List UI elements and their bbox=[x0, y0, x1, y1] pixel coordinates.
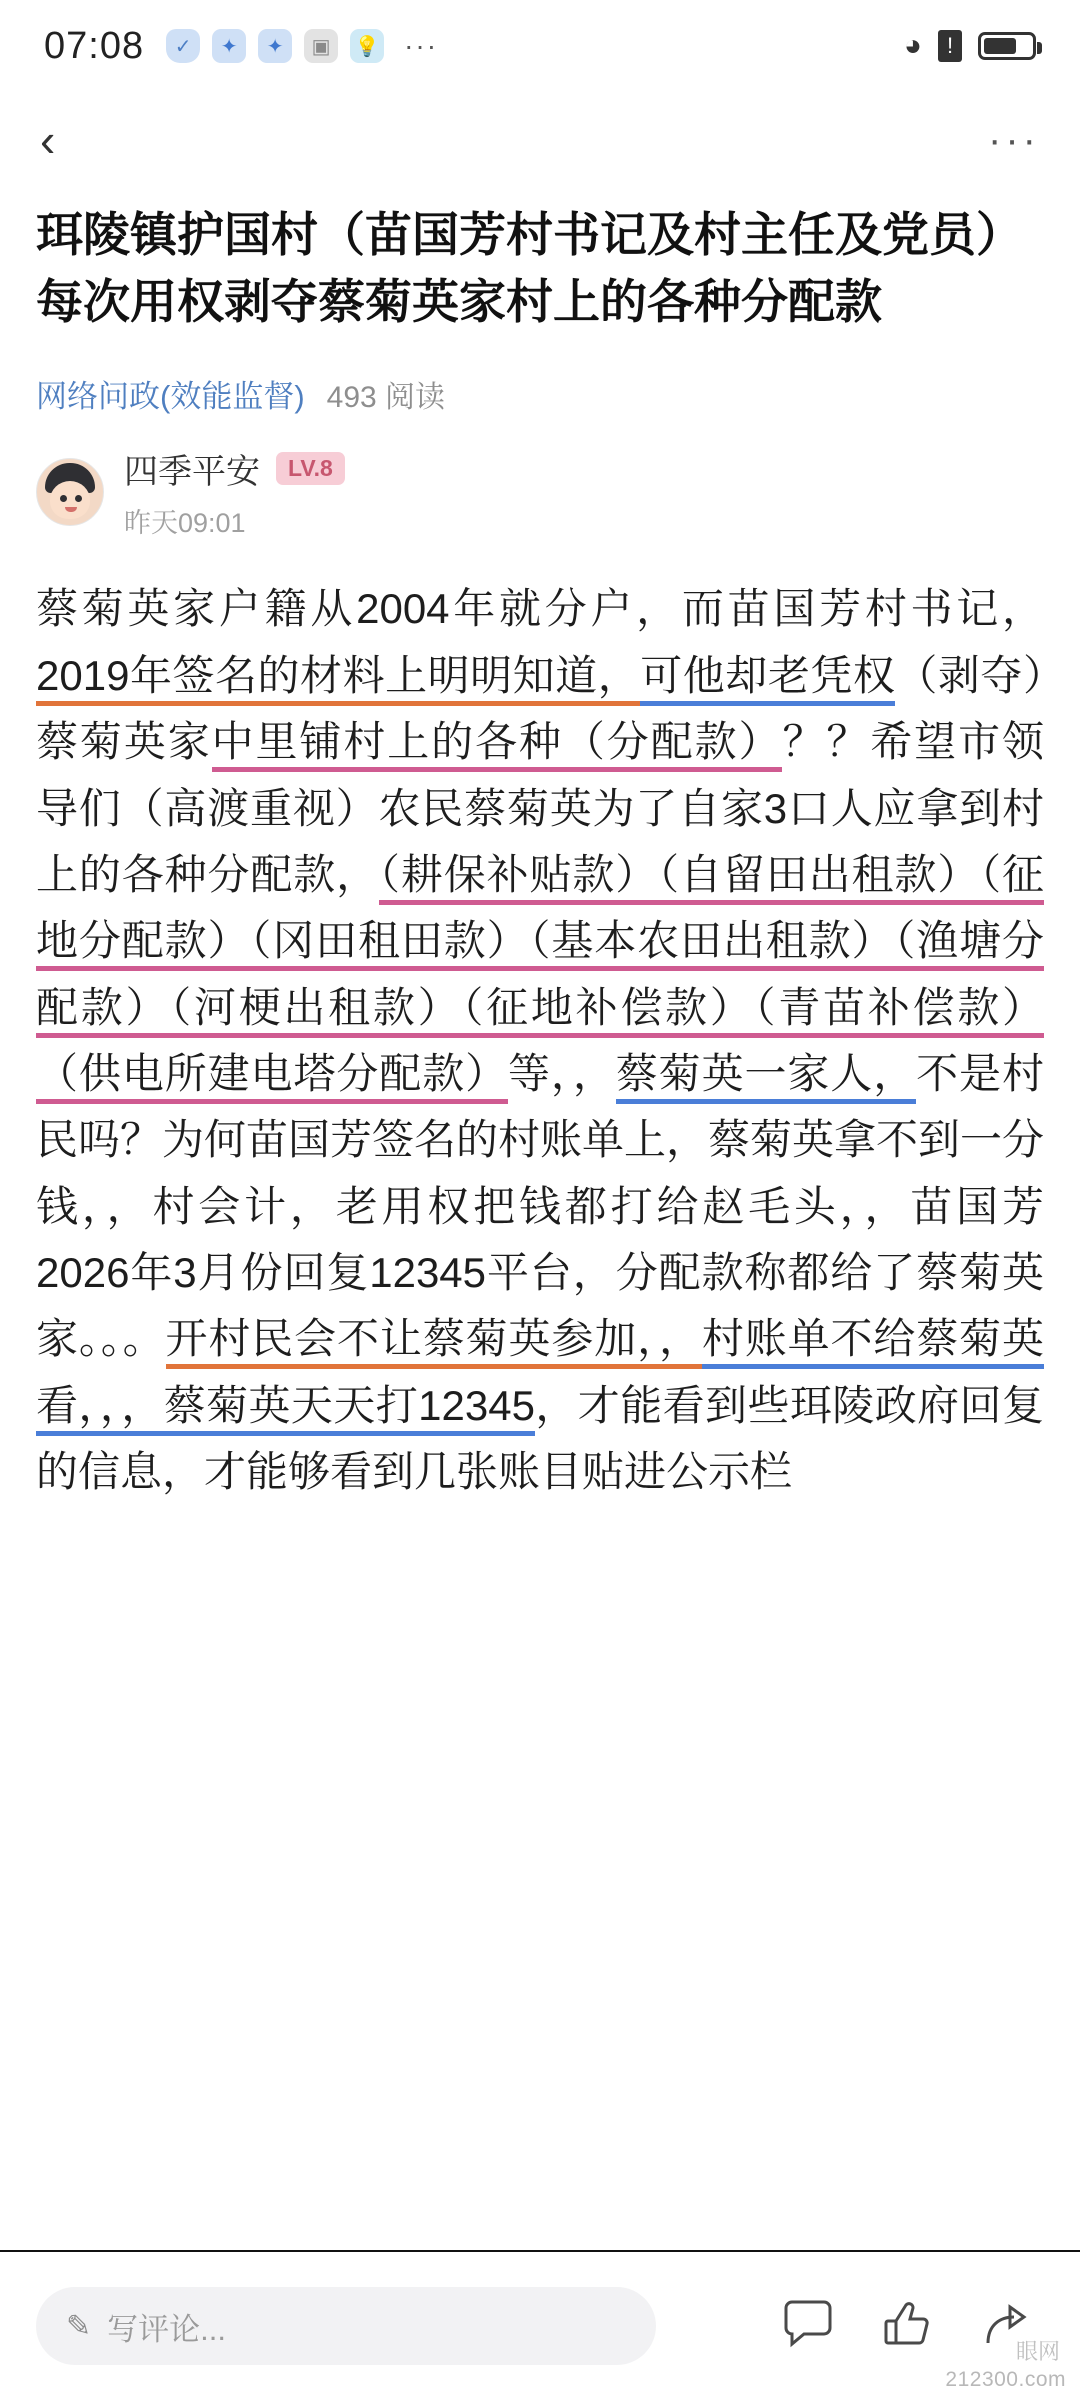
status-bar bbox=[0, 0, 1080, 92]
navigation-bar bbox=[0, 92, 1080, 188]
alert-icon: ! bbox=[938, 30, 962, 62]
body-segment: （剥夺）蔡菊英家 bbox=[36, 651, 1044, 766]
pen-icon: ✎ bbox=[66, 2309, 92, 2343]
body-segment: （征地补偿款） bbox=[462, 984, 754, 1038]
battery-icon bbox=[978, 32, 1036, 60]
more-dots-icon: ··· bbox=[404, 30, 439, 61]
more-options-button[interactable]: ··· bbox=[988, 117, 1040, 162]
body-segment: ？？希望市领导们（高渡重视）农民蔡菊英为了自家3口人应拿到村上的各种分配款， bbox=[36, 718, 1044, 898]
body-segment: （渔塘分配款） bbox=[36, 917, 1044, 1037]
body-segment: 不是村民吗？为何苗国芳签名的村账单上，蔡菊英拿不到一分钱，，村会计，老用权把钱都打给赵毛头，，苗国芳2026年3月份回复12345平台，分配款称都给了蔡菊英家。。。 bbox=[36, 1049, 1045, 1363]
comment-input[interactable] bbox=[36, 2287, 656, 2365]
thumbs-up-icon[interactable] bbox=[882, 2299, 932, 2354]
body-segment: （耕保补贴款） bbox=[379, 851, 658, 905]
body-segment: 等，， bbox=[508, 1049, 616, 1097]
page-title: 珥陵镇护国村（苗国芳村书记及村主任及党员）每次用权剥夺蔡菊英家村上的各种分配款 bbox=[36, 208, 1023, 328]
read-count: 493 阅读 bbox=[326, 381, 446, 415]
bottom-action-bar bbox=[0, 2252, 1080, 2400]
wifi-icon: ◕ bbox=[903, 29, 922, 62]
article-meta bbox=[36, 371, 1044, 416]
leaf-icon: ✦ bbox=[212, 29, 246, 63]
body-segment: （冈田租田款） bbox=[250, 917, 529, 971]
body-segment: 开村民会不让蔡菊英参加，， bbox=[166, 1315, 702, 1369]
body-segment: （河梗出租款） bbox=[170, 984, 462, 1038]
author-info bbox=[124, 444, 345, 540]
body-segment: 可他却老凭权 bbox=[640, 652, 895, 706]
watermark-cn: 眼网 bbox=[1015, 2339, 1060, 2364]
body-segment: （基本农田出租款） bbox=[529, 917, 894, 971]
status-right-icons bbox=[904, 29, 1036, 63]
body-segment: 中里铺村上的各种（分配款） bbox=[212, 718, 783, 772]
body-segment: ，才能看到些珥陵政府回复的信息，才能够看到几张账目贴进公示栏 bbox=[36, 1381, 1044, 1496]
author-name[interactable]: 四季平安 bbox=[124, 453, 260, 492]
comment-placeholder: 写评论... bbox=[107, 2311, 226, 2347]
author-line bbox=[124, 444, 345, 493]
app-icon: ▣ bbox=[304, 29, 338, 63]
watermark-url: 212300.com bbox=[945, 2368, 1066, 2391]
leaf-icon-2: ✦ bbox=[258, 29, 292, 63]
post-body bbox=[36, 576, 1044, 1505]
post-timestamp: 昨天09:01 bbox=[124, 508, 246, 539]
body-segment: （供电所建电塔分配款） bbox=[36, 1050, 508, 1104]
comment-icon[interactable] bbox=[782, 2300, 834, 2353]
back-button[interactable]: ‹ bbox=[40, 114, 56, 166]
article-content bbox=[0, 202, 1080, 1506]
body-segment: （青苗补偿款） bbox=[755, 984, 1044, 1038]
shield-icon: ✓ bbox=[166, 29, 200, 63]
battery-fill bbox=[984, 38, 1016, 54]
body-segment: （自留田出租款） bbox=[658, 851, 980, 905]
body-segment: 2019年签名的材料上明明知道， bbox=[36, 652, 640, 706]
avatar[interactable] bbox=[36, 458, 104, 526]
body-segment: 蔡菊英家户籍从2004年就分户，而苗国芳村书记， bbox=[36, 585, 1044, 633]
category-link[interactable]: 网络问政(效能监督) bbox=[36, 379, 305, 415]
watermark bbox=[945, 2368, 1066, 2392]
author-row bbox=[36, 444, 1044, 540]
level-badge: LV.8 bbox=[276, 452, 345, 485]
lamp-icon: 💡 bbox=[350, 29, 384, 63]
body-segment: 蔡菊英一家人， bbox=[616, 1050, 916, 1104]
avatar-face bbox=[50, 481, 90, 519]
bottom-actions bbox=[782, 2299, 1044, 2354]
status-time: 07:08 bbox=[44, 24, 145, 67]
status-notification-icons bbox=[166, 29, 438, 63]
body-segment: （征地分配款） bbox=[36, 851, 1044, 971]
body-segment: 村账单不给蔡菊英看，，，蔡菊英天天打12345 bbox=[36, 1315, 1044, 1435]
